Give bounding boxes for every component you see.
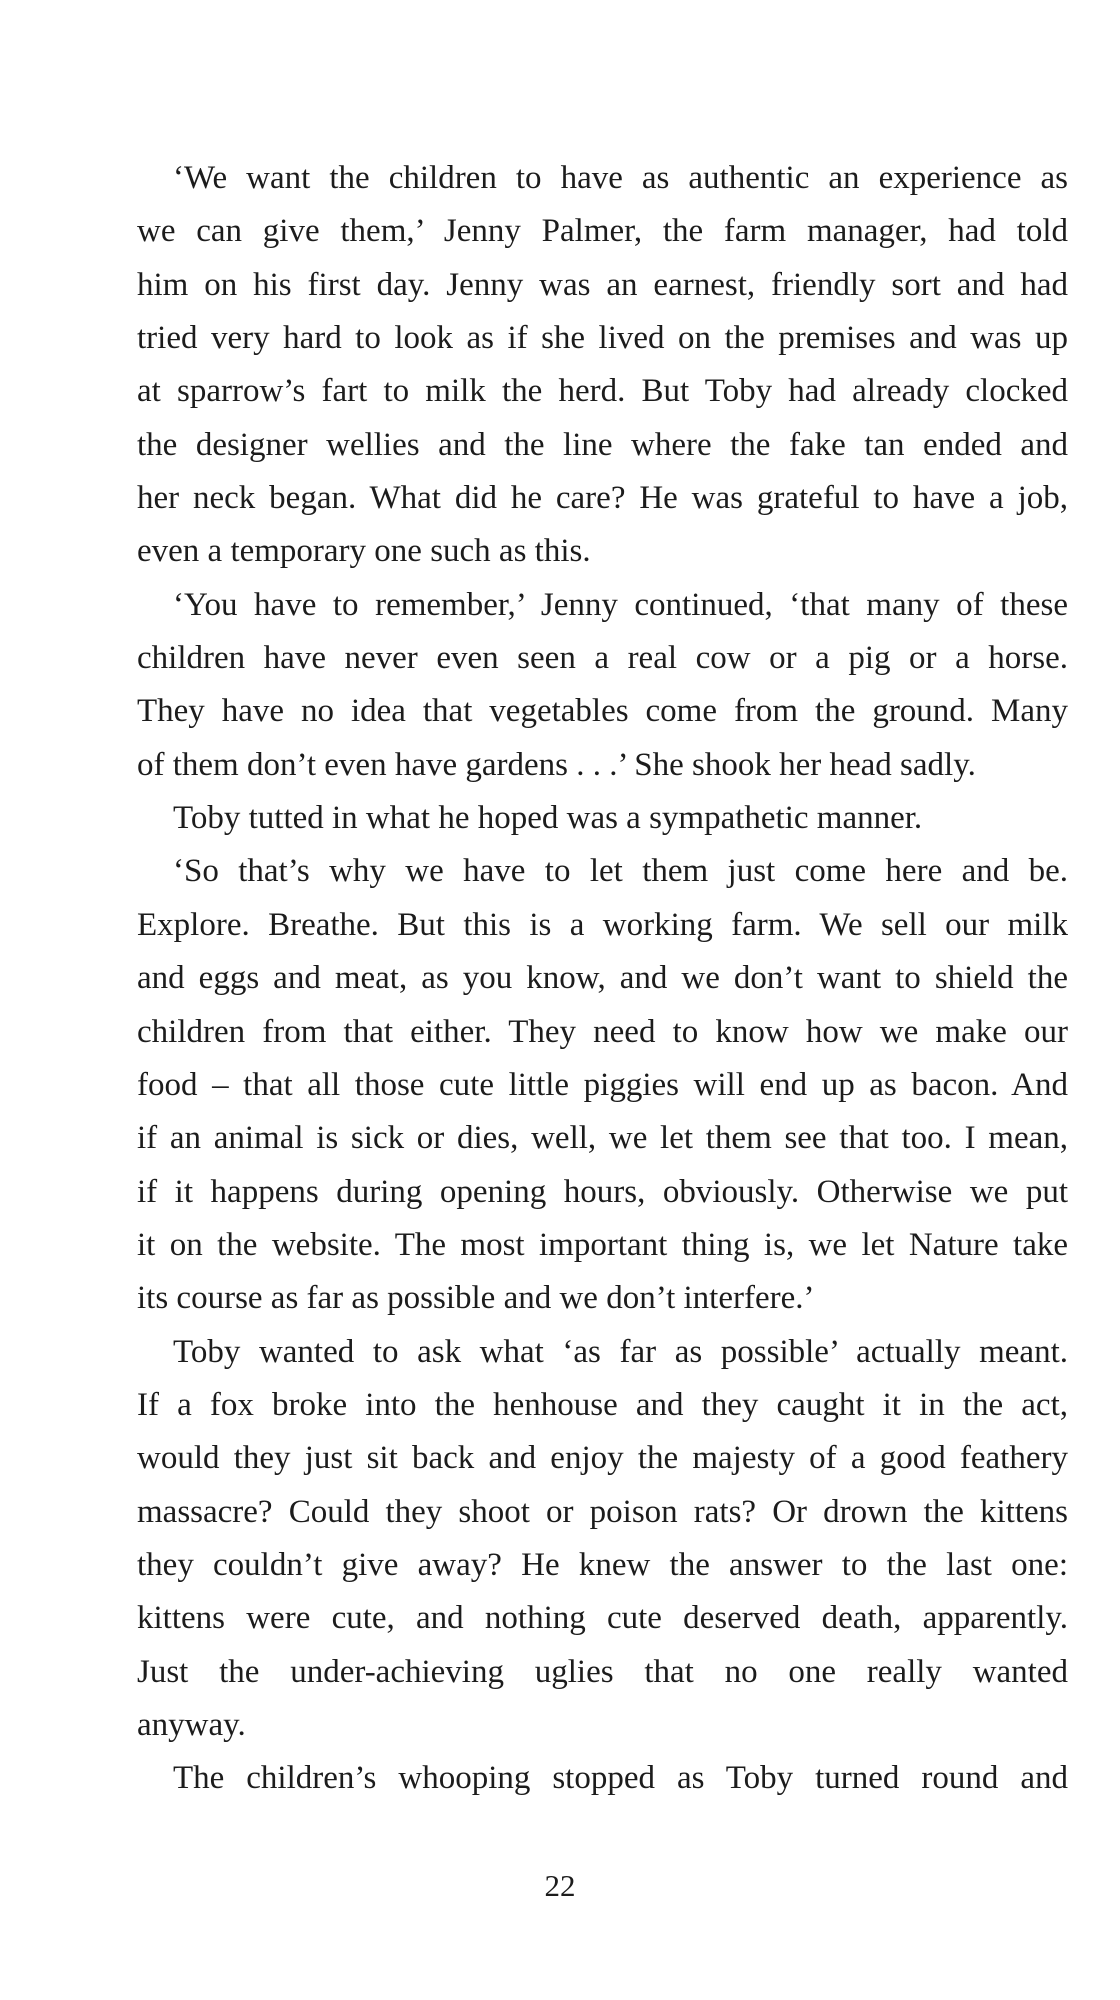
text-line: if it happens during opening hours, obviously. Otherwise we put (137, 1173, 1068, 1210)
text-line: The children’s whooping stopped as Toby turned round and (173, 1760, 1068, 1797)
text-line: massacre? Could they shoot or poison rats? Or drown the kittens (137, 1493, 1068, 1530)
text-line: Explore. Breathe. But this is a working farm. We sell our milk (137, 906, 1068, 943)
text-line: even a temporary one such as this. (137, 533, 591, 570)
text-line: the designer wellies and the line where the fake tan ended and (137, 426, 1068, 463)
text-line: ‘So that’s why we have to let them just come here and be. (173, 853, 1068, 890)
text-line: him on his first day. Jenny was an earnest, friendly sort and had (137, 266, 1068, 303)
text-line: food – that all those cute little piggies will end up as bacon. And (137, 1066, 1068, 1103)
text-line: Toby wanted to ask what ‘as far as possible’ actually meant. (173, 1333, 1068, 1370)
text-line: we can give them,’ Jenny Palmer, the farm manager, had told (137, 213, 1068, 250)
text-line: If a fox broke into the henhouse and they caught it in the act, (137, 1386, 1068, 1423)
text-line: children from that either. They need to know how we make our (137, 1013, 1068, 1050)
text-line: tried very hard to look as if she lived on the premises and was up (137, 320, 1068, 357)
text-line: of them don’t even have gardens . . .’ She shook her head sadly. (137, 746, 976, 783)
page-number: 22 (544, 1868, 576, 1903)
text-line: They have no idea that vegetables come from the ground. Many (137, 693, 1068, 730)
text-line: it on the website. The most important thing is, we let Nature take (137, 1226, 1068, 1263)
text-line: ‘We want the children to have as authentic an experience as (173, 160, 1068, 196)
text-line: if an animal is sick or dies, well, we let them see that too. I mean, (137, 1120, 1068, 1157)
text-line: her neck began. What did he care? He was grateful to have a job, (137, 480, 1068, 517)
text-line: would they just sit back and enjoy the majesty of a good feathery (137, 1440, 1068, 1477)
text-line: ‘You have to remember,’ Jenny continued, ‘that many of these (173, 586, 1068, 623)
text-line: Toby tutted in what he hoped was a sympathetic manner. (173, 800, 923, 837)
text-line: Just the under-achieving uglies that no one really wanted (137, 1653, 1068, 1690)
text-line: its course as far as possible and we don’t interfere.’ (137, 1280, 815, 1317)
text-line: kittens were cute, and nothing cute deserved death, apparently. (137, 1600, 1068, 1637)
text-line: they couldn’t give away? He knew the answer to the last one: (137, 1546, 1068, 1583)
text-line: and eggs and meat, as you know, and we don’t want to shield the (137, 960, 1068, 997)
body-text (137, 152, 1068, 1806)
text-line: at sparrow’s fart to milk the herd. But Toby had already clocked (137, 373, 1068, 410)
text-line: children have never even seen a real cow or a pig or a horse. (137, 640, 1068, 677)
text-line: anyway. (137, 1706, 246, 1743)
